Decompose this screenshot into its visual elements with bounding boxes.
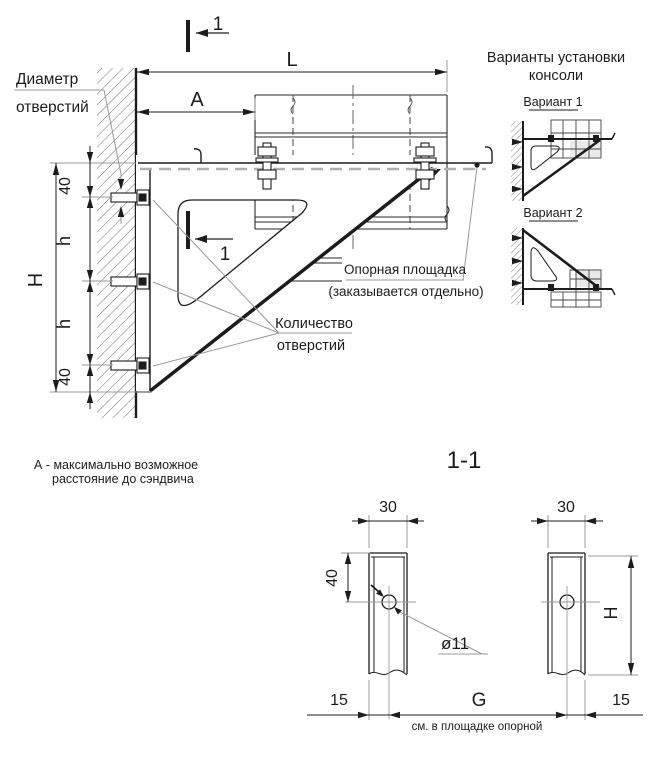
dim-15-right-label: 15: [612, 692, 630, 709]
dim-G-note: см. в площадке опорной: [411, 721, 543, 733]
support-platform-label-1: Опорная площадка: [344, 262, 466, 277]
footnote-line-2: расстояние до сэндвича: [52, 472, 194, 486]
footnote-line-1: А - максимально возможное: [34, 458, 199, 472]
main-view: [14, 14, 492, 486]
hole-count-label-1: Количество: [275, 316, 353, 332]
variants-panel: [487, 50, 625, 307]
dim-30-right-label: 30: [557, 499, 575, 516]
dim-40-bottom: 40: [57, 368, 74, 386]
variants-title-1: Варианты установки: [486, 50, 626, 66]
dimension-H-section: [588, 556, 638, 675]
section-marker-inner: [188, 211, 233, 265]
variant-1: [511, 95, 615, 201]
hole-count-label-2: отверстий: [276, 338, 346, 354]
footnote: [34, 458, 198, 486]
variants-title-2: консоли: [528, 68, 584, 84]
section-plate-right: [548, 553, 585, 675]
variant-1-label: Вариант 1: [523, 95, 583, 109]
dimension-30-right: [531, 499, 603, 548]
dimension-bottom: [307, 680, 643, 733]
dim-L-label: L: [286, 49, 298, 71]
section-marker-top: [188, 14, 229, 52]
dim-H: H: [25, 272, 47, 288]
dim-h-lower: h: [54, 318, 74, 330]
dim-40-hole-label: 40: [324, 569, 341, 587]
dim-G-label: G: [471, 690, 487, 711]
hole-diameter-label-1: Диаметр: [16, 71, 79, 88]
section-title: 1-1: [446, 447, 482, 474]
section-plate-left: [369, 553, 407, 675]
dim-hole-diameter-label: ø11: [441, 634, 470, 653]
section-label-top: 1: [212, 14, 224, 35]
dim-40-top: 40: [57, 177, 74, 195]
dimension-A: [137, 89, 255, 120]
dimension-L: [137, 49, 447, 92]
dim-15-left-label: 15: [330, 692, 348, 709]
hole-diameter-label-2: отверстий: [16, 99, 89, 116]
platform-right-curl: [485, 147, 492, 163]
section-view: [307, 447, 643, 733]
section-label-inner: 1: [219, 244, 231, 265]
dim-h-upper: h: [54, 235, 74, 247]
variant-2: [511, 206, 615, 307]
dim-30-left-label: 30: [379, 499, 397, 516]
variant-2-label: Вариант 2: [523, 206, 583, 220]
support-platform-label-2: (заказывается отдельно): [328, 284, 484, 299]
dimension-40-hole: [324, 553, 370, 602]
dimension-30-left: [352, 499, 424, 548]
dim-A-label: A: [190, 89, 204, 111]
dim-H-section-label: H: [601, 606, 621, 620]
